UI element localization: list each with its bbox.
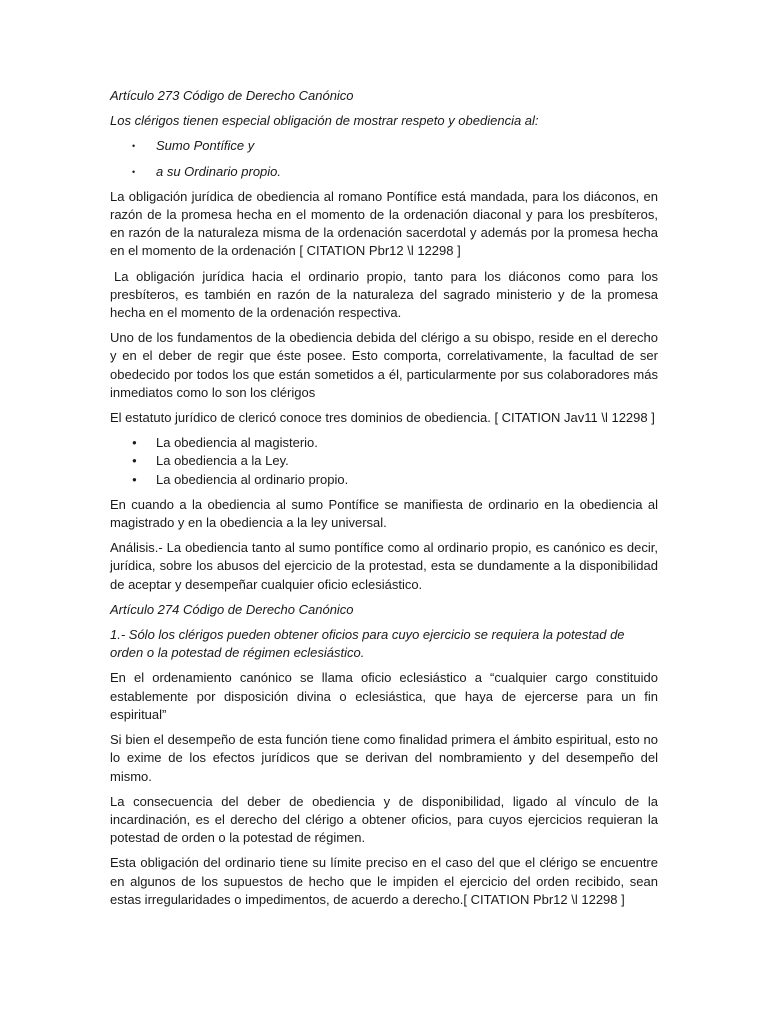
article-274-heading: Artículo 274 Código de Derecho Canónico: [110, 601, 354, 617]
paragraph: La obligación jurídica hacia el ordinario propio, tanto para los diáconos como para los presbíteros, es también en razón de la naturaleza del sagrado ministerio y de la promesa hecha en el momento de la ordenación respectiva.: [110, 268, 658, 321]
paragraph: Uno de los fundamentos de la obediencia debida del clérigo a su obispo, reside en el derecho y en el deber de regir que éste posee. Esto comporta, correlativamente, la facultad de ser obedecido por todos los que están sometidos a él, particularmente por sus colaboradores más inmediatos como lo son los clérigos: [110, 330, 658, 400]
list-item: ● La obediencia al ordinario propio.: [110, 471, 658, 489]
paragraph: La consecuencia del deber de obediencia y de disponibilidad, ligado al vínculo de la incardinación, es el derecho del clérigo a obtener oficios, para cuyos ejercicios requieran la potestad de orden o la potestad de régimen.: [110, 793, 658, 846]
paragraph: Esta obligación del ordinario tiene su límite preciso en el caso del que el clérigo se encuentre en algunos de los supuestos de hecho que le impiden el ejercicio del orden recibido, sean estas irregularidades o impedimentos, de acuerdo a derecho.[ CITATION Pbr12 \l 12298 ]: [110, 855, 658, 907]
paragraph: La obligación jurídica de obediencia al romano Pontífice está mandada, para los diáconos, en razón de la promesa hecha en el momento de la ordenación diaconal y para los presbíteros, en razón de la naturaleza misma de la ordenación sacerdotal y además por la promesa hecha en el momento de la ordenación [ CITATION Pbr12 \l 12298 ]: [110, 188, 658, 259]
intro-paragraph: Los clérigos tienen especial obligación de mostrar respeto y obediencia al:: [110, 113, 539, 129]
document-page: [110, 87, 658, 916]
paragraph: En cuando a la obediencia al sumo Pontífice se manifiesta de ordinario en la obediencia al magistrado y en la obediencia a la ley universal.: [110, 496, 658, 531]
paragraph: Si bien el desempeño de esta función tiene como finalidad primera el ámbito espiritual, esto no lo exime de los efectos jurídicos que se derivan del nombramiento y del desempeño del mismo.: [110, 732, 658, 784]
list-item: ● La obediencia a la Ley.: [110, 452, 658, 470]
paragraph: En el ordenamiento canónico se llama oficio eclesiástico a “cualquier cargo constituido establemente por disposición divina o eclesiástica, que haya de ejercerse para un fin espiritual”: [110, 670, 658, 722]
list-item: • a su Ordinario propio.: [110, 163, 658, 181]
article-273-heading: Artículo 273 Código de Derecho Canónico: [110, 88, 354, 103]
list-item: ● La obediencia al magisterio.: [110, 434, 658, 452]
paragraph: Análisis.- La obediencia tanto al sumo pontífice como al ordinario propio, es canónico es decir, jurídica, sobre los abusos del ejercicio de la protestad, esta se dundamente a la disponibilidad de aceptar y desempeñar cualquier oficio eclesiástico.: [110, 540, 658, 592]
list-item: • Sumo Pontífice y: [110, 137, 658, 155]
paragraph: El estatuto jurídico de clericó conoce tres dominios de obediencia. [ CITATION Jav11 \l 12298 ]: [110, 410, 655, 426]
obedience-domains-list: [110, 434, 658, 489]
paragraph: 1.- Sólo los clérigos pueden obtener oficios para cuyo ejercicio se requiera la potestad de orden o la potestad de régimen eclesiástico.: [110, 627, 625, 661]
obedience-recipients-list: [110, 137, 658, 180]
